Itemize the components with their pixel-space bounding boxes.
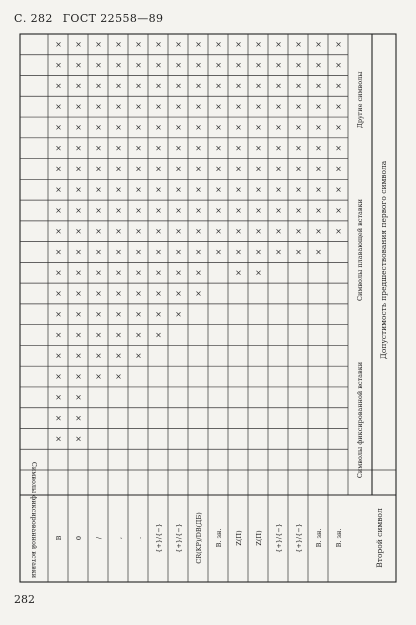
permission-mark: × (294, 103, 303, 111)
permission-mark: × (314, 186, 323, 194)
permission-mark: × (154, 290, 163, 297)
permission-mark: × (334, 144, 343, 152)
permission-mark: × (114, 248, 123, 256)
permission-mark: × (94, 186, 103, 194)
permission-mark: × (274, 124, 283, 131)
permission-mark: × (314, 165, 323, 173)
permission-mark: × (114, 61, 123, 69)
permission-mark: × (114, 207, 123, 214)
permission-mark: × (254, 227, 263, 235)
permission-mark: × (134, 248, 143, 256)
permission-mark: × (134, 41, 143, 48)
permission-mark: × (174, 124, 183, 131)
permission-mark: × (214, 41, 223, 48)
permission-mark: × (294, 144, 303, 152)
permission-mark: × (214, 61, 223, 69)
permission-mark: × (94, 227, 103, 235)
permission-mark: × (114, 186, 123, 194)
permission-mark: × (74, 269, 83, 277)
permission-mark: × (94, 61, 103, 69)
permission-mark: × (294, 227, 303, 235)
permission-mark: × (154, 269, 163, 277)
permission-mark: × (234, 248, 243, 256)
permission-mark: × (74, 41, 83, 48)
permission-mark: × (174, 290, 183, 297)
page-number: 282 (14, 593, 35, 606)
permission-mark: × (54, 290, 63, 297)
permission-mark: × (94, 144, 103, 152)
permission-mark: × (314, 41, 323, 48)
table-title: Допустимость предшествования первого символа (379, 160, 388, 360)
permission-mark: × (134, 227, 143, 235)
permission-mark: × (54, 61, 63, 69)
permission-mark: × (94, 41, 103, 48)
permission-mark: × (134, 331, 143, 339)
permission-mark: × (74, 144, 83, 152)
permission-mark: × (274, 248, 283, 256)
permission-mark: × (94, 248, 103, 256)
permission-mark: × (274, 227, 283, 235)
permission-mark: × (134, 103, 143, 111)
permission-mark: × (214, 227, 223, 235)
permission-mark: × (134, 82, 143, 90)
permission-mark: × (274, 61, 283, 69)
permission-mark: × (54, 227, 63, 235)
permission-mark: × (214, 82, 223, 90)
permission-mark: × (194, 61, 203, 69)
permission-mark: × (114, 227, 123, 235)
permission-mark: × (334, 165, 343, 173)
permission-mark: × (274, 103, 283, 111)
permission-mark: × (54, 186, 63, 194)
permission-mark: × (154, 186, 163, 194)
permission-mark: × (54, 352, 63, 360)
permission-mark: × (74, 414, 83, 422)
permission-mark: × (294, 61, 303, 69)
row-label: Z(П) (255, 530, 263, 546)
permission-mark: × (254, 82, 263, 90)
permission-mark: × (114, 352, 123, 360)
permission-mark: × (194, 207, 203, 214)
permission-mark: × (234, 227, 243, 235)
permission-mark: × (194, 82, 203, 90)
permission-mark: × (274, 41, 283, 48)
permission-mark: × (314, 144, 323, 152)
permission-mark: × (74, 103, 83, 111)
permission-mark: × (294, 82, 303, 90)
permission-mark: × (54, 82, 63, 90)
permission-mark: × (254, 144, 263, 152)
permission-mark: × (234, 165, 243, 173)
permission-mark: × (54, 435, 63, 443)
permission-mark: × (254, 269, 263, 277)
permission-mark: × (134, 124, 143, 131)
permission-mark: × (134, 165, 143, 173)
page-prefix: С. 282 (14, 12, 53, 25)
permission-mark: × (174, 144, 183, 152)
permission-mark: × (294, 186, 303, 194)
permission-mark: × (74, 310, 83, 318)
permission-mark: × (194, 290, 203, 297)
permission-mark: × (134, 269, 143, 277)
permission-mark: × (74, 352, 83, 360)
permission-mark: × (254, 207, 263, 214)
permission-mark: × (154, 124, 163, 131)
permission-mark: × (334, 61, 343, 69)
permission-mark: × (134, 290, 143, 297)
permission-mark: × (174, 165, 183, 173)
permission-mark: × (74, 207, 83, 214)
row-label: {+}/{−} (155, 523, 163, 553)
permission-mark: × (234, 61, 243, 69)
permission-mark: × (114, 373, 123, 380)
permission-mark: × (234, 82, 243, 90)
permission-mark: × (154, 165, 163, 173)
permission-mark: × (114, 290, 123, 297)
permission-mark: × (114, 82, 123, 90)
permission-mark: × (254, 165, 263, 173)
row-label: В. зн. (335, 528, 343, 548)
permission-mark: × (154, 310, 163, 318)
permission-mark: × (194, 269, 203, 277)
permission-mark: × (94, 82, 103, 90)
permission-mark: × (174, 310, 183, 318)
permission-mark: × (94, 207, 103, 214)
permission-mark: × (274, 144, 283, 152)
permission-mark: × (194, 165, 203, 173)
permission-mark: × (94, 269, 103, 277)
permission-mark: × (114, 124, 123, 131)
permission-mark: × (94, 124, 103, 131)
permission-mark: × (274, 82, 283, 90)
row-label: 0 (75, 535, 83, 541)
permission-mark: × (54, 248, 63, 256)
permission-mark: × (174, 248, 183, 256)
permission-mark: × (174, 41, 183, 48)
permission-mark: × (194, 248, 203, 256)
permission-mark: × (74, 186, 83, 194)
permission-mark: × (134, 61, 143, 69)
permission-mark: × (54, 103, 63, 111)
permission-mark: × (214, 186, 223, 194)
permission-mark: × (54, 41, 63, 48)
row-label: {+}/{−} (175, 523, 183, 553)
permission-mark: × (134, 207, 143, 214)
permission-mark: × (154, 207, 163, 214)
permission-mark: × (134, 352, 143, 360)
group-floating-label: Символы плавающей вставки (356, 199, 364, 301)
permission-mark: × (254, 103, 263, 111)
permission-mark: × (314, 82, 323, 90)
permission-mark: × (114, 41, 123, 48)
permission-mark: × (314, 248, 323, 256)
permission-mark: × (314, 61, 323, 69)
permission-mark: × (54, 310, 63, 318)
permission-mark: × (214, 165, 223, 173)
row-label: В (55, 535, 63, 541)
permission-mark: × (154, 144, 163, 152)
permission-mark: × (234, 103, 243, 111)
row-label: , (115, 536, 123, 540)
permission-mark: × (214, 248, 223, 256)
permission-mark: × (254, 61, 263, 69)
permission-mark: × (74, 331, 83, 339)
permission-mark: × (154, 227, 163, 235)
group-other-label: Другие символы (356, 71, 364, 129)
permission-mark: × (174, 207, 183, 214)
permission-mark: × (194, 103, 203, 111)
permission-mark: × (234, 144, 243, 152)
permission-mark: × (174, 186, 183, 194)
permission-mark: × (234, 186, 243, 194)
row-label: В. зн. (315, 528, 323, 548)
permission-mark: × (254, 186, 263, 194)
permission-mark: × (94, 290, 103, 297)
permission-mark: × (114, 103, 123, 111)
permission-mark: × (114, 144, 123, 152)
permission-mark: × (294, 248, 303, 256)
permission-mark: × (294, 165, 303, 173)
permission-mark: × (154, 82, 163, 90)
permission-mark: × (274, 165, 283, 173)
permission-mark: × (194, 227, 203, 235)
permission-mark: × (74, 373, 83, 380)
permission-mark: × (334, 186, 343, 194)
permission-mark: × (54, 269, 63, 277)
permission-mark: × (94, 373, 103, 380)
permission-mark: × (74, 290, 83, 297)
permission-mark: × (234, 207, 243, 214)
row-label: . (135, 536, 143, 540)
permission-mark: × (114, 331, 123, 339)
permission-mark: × (294, 124, 303, 131)
permission-mark: × (134, 144, 143, 152)
permission-mark: × (214, 207, 223, 214)
row-group-fixed-label: Символы фиксированной вставки (30, 461, 38, 579)
permission-mark: × (174, 227, 183, 235)
permission-mark: × (294, 207, 303, 214)
permission-mark: × (314, 103, 323, 111)
permission-mark: × (54, 414, 63, 422)
standard-code: ГОСТ 22558—89 (62, 12, 164, 25)
permission-mark: × (94, 310, 103, 318)
permission-mark: × (134, 310, 143, 318)
row-label: CR(KP)/DB(ДБ) (195, 512, 203, 564)
permission-mark: × (74, 227, 83, 235)
permission-mark: × (154, 331, 163, 339)
row-label: / (95, 536, 103, 540)
permission-mark: × (54, 331, 63, 339)
permission-mark: × (194, 144, 203, 152)
permission-mark: × (54, 124, 63, 131)
permission-mark: × (74, 248, 83, 256)
permission-mark: × (94, 165, 103, 173)
permission-mark: × (174, 269, 183, 277)
permission-mark: × (74, 165, 83, 173)
permission-mark: × (174, 82, 183, 90)
permission-mark: × (194, 186, 203, 194)
permission-mark: × (174, 61, 183, 69)
permission-mark: × (274, 186, 283, 194)
second-symbol-label: Второй символ (375, 508, 384, 568)
permission-mark: × (254, 124, 263, 131)
permission-mark: × (334, 207, 343, 214)
permission-mark: × (94, 103, 103, 111)
permission-mark: × (254, 248, 263, 256)
permission-mark: × (254, 41, 263, 48)
permission-mark: × (194, 124, 203, 131)
permission-mark: × (54, 207, 63, 214)
permission-mark: × (94, 352, 103, 360)
permission-mark: × (74, 124, 83, 131)
row-label: В. зн. (215, 528, 223, 548)
permission-mark: × (54, 165, 63, 173)
permission-mark: × (114, 269, 123, 277)
permission-mark: × (334, 41, 343, 48)
permission-mark: × (154, 103, 163, 111)
permission-mark: × (74, 61, 83, 69)
permission-mark: × (74, 435, 83, 443)
permission-mark: × (74, 393, 83, 401)
row-label: Z(П) (235, 530, 243, 546)
permission-mark: × (94, 331, 103, 339)
permission-mark: × (134, 186, 143, 194)
permission-mark: × (74, 82, 83, 90)
permission-mark: × (214, 124, 223, 131)
permission-mark: × (154, 61, 163, 69)
permission-mark: × (214, 103, 223, 111)
permission-mark: × (314, 207, 323, 214)
permission-mark: × (334, 103, 343, 111)
permission-mark: × (154, 41, 163, 48)
permission-mark: × (334, 82, 343, 90)
permission-mark: × (114, 165, 123, 173)
permission-mark: × (54, 144, 63, 152)
permission-mark: × (214, 144, 223, 152)
group-fixed-label: Символы фиксированной вставки (356, 361, 364, 479)
permission-mark: × (54, 373, 63, 380)
row-label: {+}/{−} (275, 523, 283, 553)
row-label: {+}/{−} (295, 523, 303, 553)
permission-mark: × (234, 41, 243, 48)
permission-mark: × (54, 393, 63, 401)
permission-mark: × (174, 103, 183, 111)
permission-mark: × (234, 124, 243, 131)
permission-mark: × (294, 41, 303, 48)
permission-mark: × (334, 124, 343, 131)
permission-mark: × (314, 124, 323, 131)
permission-mark: × (274, 207, 283, 214)
permission-mark: × (334, 227, 343, 235)
mark-grid (20, 34, 348, 582)
permission-mark: × (114, 310, 123, 318)
permission-mark: × (314, 227, 323, 235)
permission-mark: × (154, 248, 163, 256)
permission-mark: × (234, 269, 243, 277)
permission-mark: × (194, 41, 203, 48)
